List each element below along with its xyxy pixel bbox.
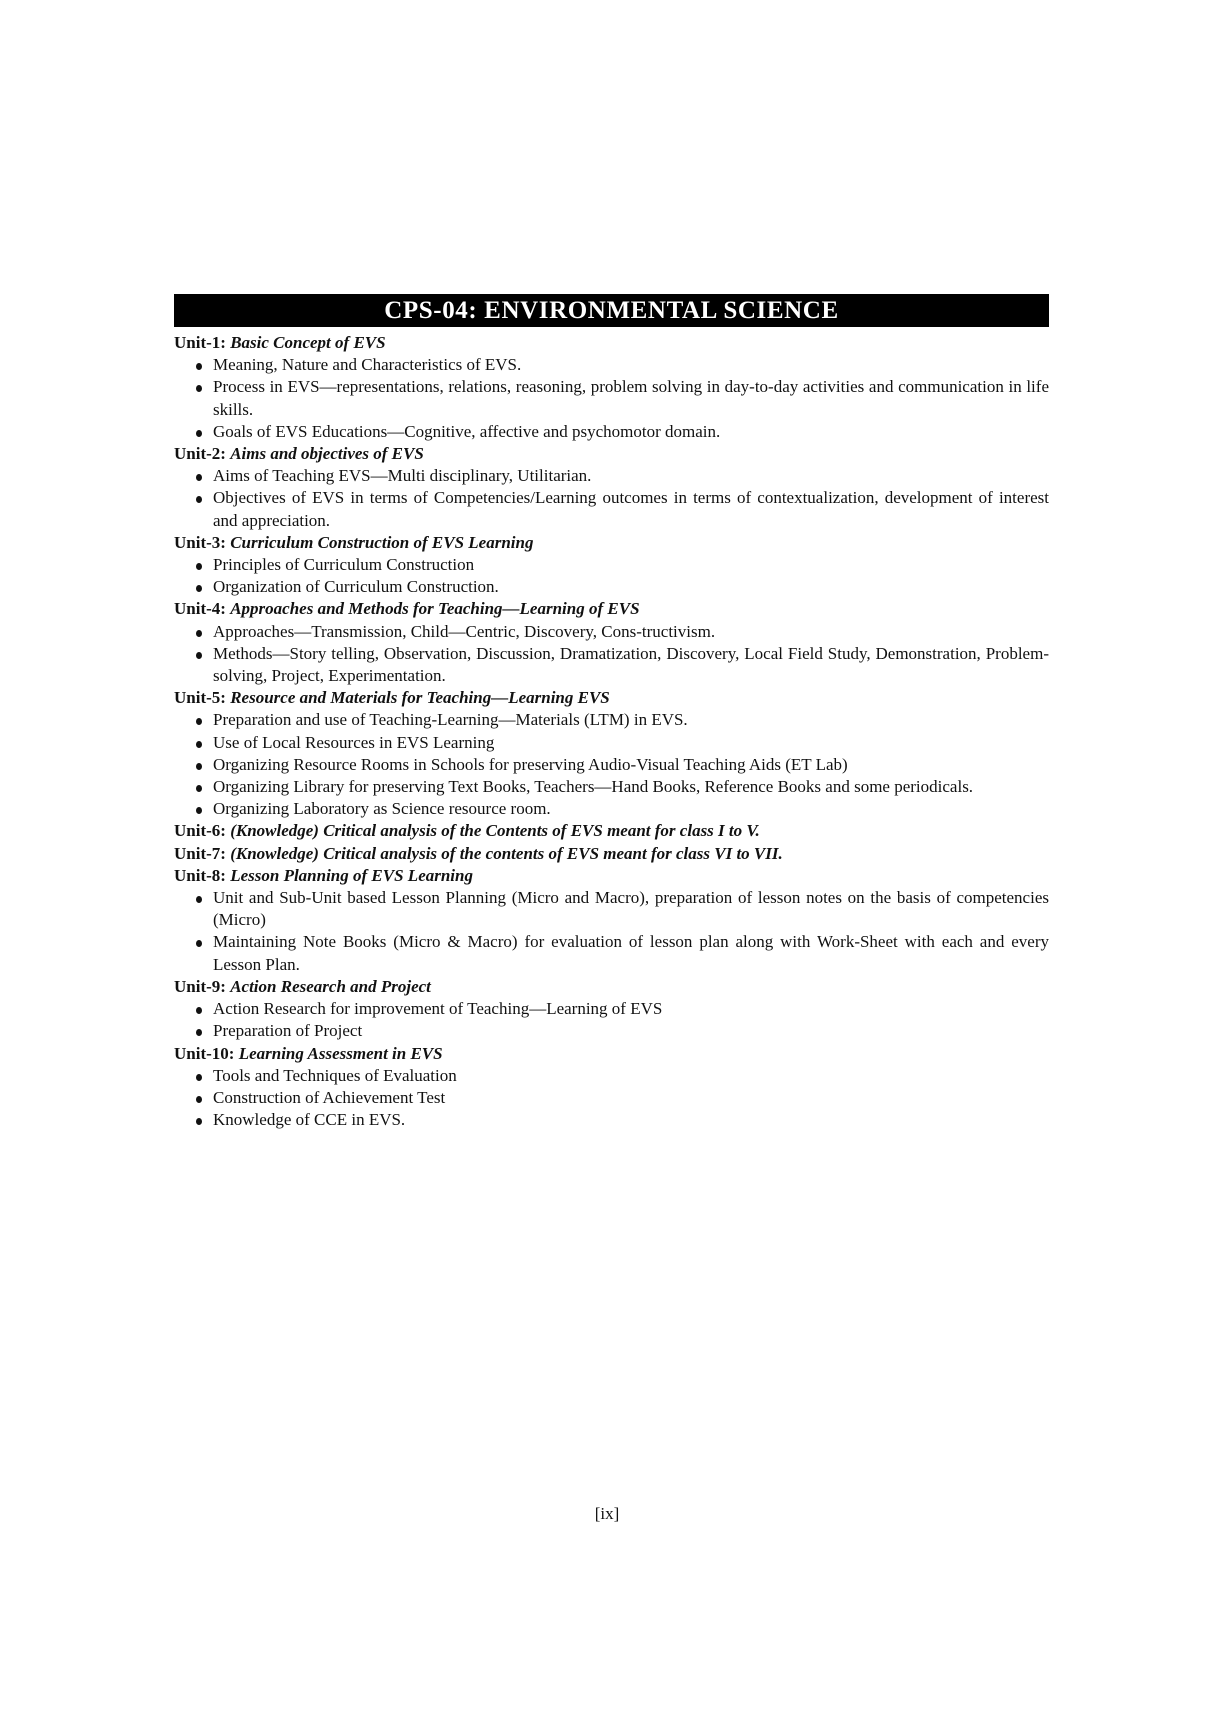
section-title: CPS-04: ENVIRONMENTAL SCIENCE [174,294,1049,327]
topic-item: Methods—Story telling, Observation, Discussion, Dramatization, Discovery, Local Field Study, Demonstration, Problem-solving, Project, Experimentation. [213,643,1049,687]
topic-item: Preparation of Project [213,1020,1049,1042]
unit-title: Aims and objectives of EVS [230,444,424,464]
unit-label: Unit-5: [174,688,226,708]
topic-item: Process in EVS—representations, relations, reasoning, problem solving in day-to-day activities and communication in life skills. [213,376,1049,420]
topic-item: Organizing Laboratory as Science resource room. [213,798,1049,820]
unit-heading [174,532,1049,554]
topic-item: Organizing Resource Rooms in Schools for preserving Audio-Visual Teaching Aids (ET Lab) [213,754,1049,776]
unit-topic-list [174,998,1049,1042]
unit-label: Unit-10: [174,1043,235,1063]
topic-item: Organization of Curriculum Construction. [213,576,1049,598]
unit-heading [174,687,1049,709]
topic-item: Construction of Achievement Test [213,1087,1049,1109]
topic-item: Approaches—Transmission, Child—Centric, Discovery, Cons-tructivism. [213,621,1049,643]
topic-item: Objectives of EVS in terms of Competencies/Learning outcomes in terms of contextualization, development of interest and appreciation. [213,487,1049,531]
unit-title: (Knowledge) Critical analysis of the contents of EVS meant for class VI to VII. [230,843,783,863]
unit-title: Curriculum Construction of EVS Learning [230,532,534,552]
topic-item: Unit and Sub-Unit based Lesson Planning (Micro and Macro), preparation of lesson notes on the basis of competencies (Micro) [213,887,1049,931]
unit-heading [174,843,1049,865]
unit-topic-list [174,1065,1049,1132]
unit-label: Unit-8: [174,865,226,885]
unit-title: Action Research and Project [230,976,431,996]
topic-item: Preparation and use of Teaching-Learning—Materials (LTM) in EVS. [213,709,1049,731]
unit-label: Unit-6: [174,821,226,841]
unit-topic-list [174,709,1049,820]
unit-title: Resource and Materials for Teaching—Learning EVS [230,688,610,708]
topic-item: Action Research for improvement of Teaching—Learning of EVS [213,998,1049,1020]
topic-item: Tools and Techniques of Evaluation [213,1065,1049,1087]
unit-heading [174,820,1049,842]
topic-item: Principles of Curriculum Construction [213,554,1049,576]
unit-topic-list [174,887,1049,976]
page-number: [ix] [594,1504,620,1523]
unit-topic-list [174,554,1049,598]
unit-title: Lesson Planning of EVS Learning [230,865,473,885]
syllabus-content [174,332,1049,1131]
topic-item: Goals of EVS Educations—Cognitive, affective and psychomotor domain. [213,421,1049,443]
topic-item: Meaning, Nature and Characteristics of EVS. [213,354,1049,376]
unit-topic-list [174,621,1049,688]
unit-label: Unit-1: [174,333,226,352]
unit-label: Unit-9: [174,976,226,996]
unit-label: Unit-4: [174,599,226,619]
unit-heading [174,332,1049,354]
unit-title: Basic Concept of EVS [230,333,386,352]
unit-heading [174,1043,1049,1065]
unit-label: Unit-2: [174,444,226,464]
unit-heading [174,865,1049,887]
unit-heading [174,976,1049,998]
unit-title: Approaches and Methods for Teaching—Learning of EVS [230,599,640,619]
unit-label: Unit-7: [174,843,226,863]
topic-item: Knowledge of CCE in EVS. [213,1109,1049,1131]
topic-item: Aims of Teaching EVS—Multi disciplinary, Utilitarian. [213,465,1049,487]
unit-heading [174,443,1049,465]
unit-heading [174,598,1049,620]
unit-topic-list [174,465,1049,532]
topic-item: Use of Local Resources in EVS Learning [213,732,1049,754]
topic-item: Maintaining Note Books (Micro & Macro) for evaluation of lesson plan along with Work-Sheet with each and every Lesson Plan. [213,931,1049,975]
unit-topic-list [174,354,1049,443]
unit-title: Learning Assessment in EVS [238,1043,443,1063]
topic-item: Organizing Library for preserving Text Books, Teachers—Hand Books, Reference Books and some periodicals. [213,776,1049,798]
unit-title: (Knowledge) Critical analysis of the Contents of EVS meant for class I to V. [230,821,760,841]
unit-label: Unit-3: [174,532,226,552]
